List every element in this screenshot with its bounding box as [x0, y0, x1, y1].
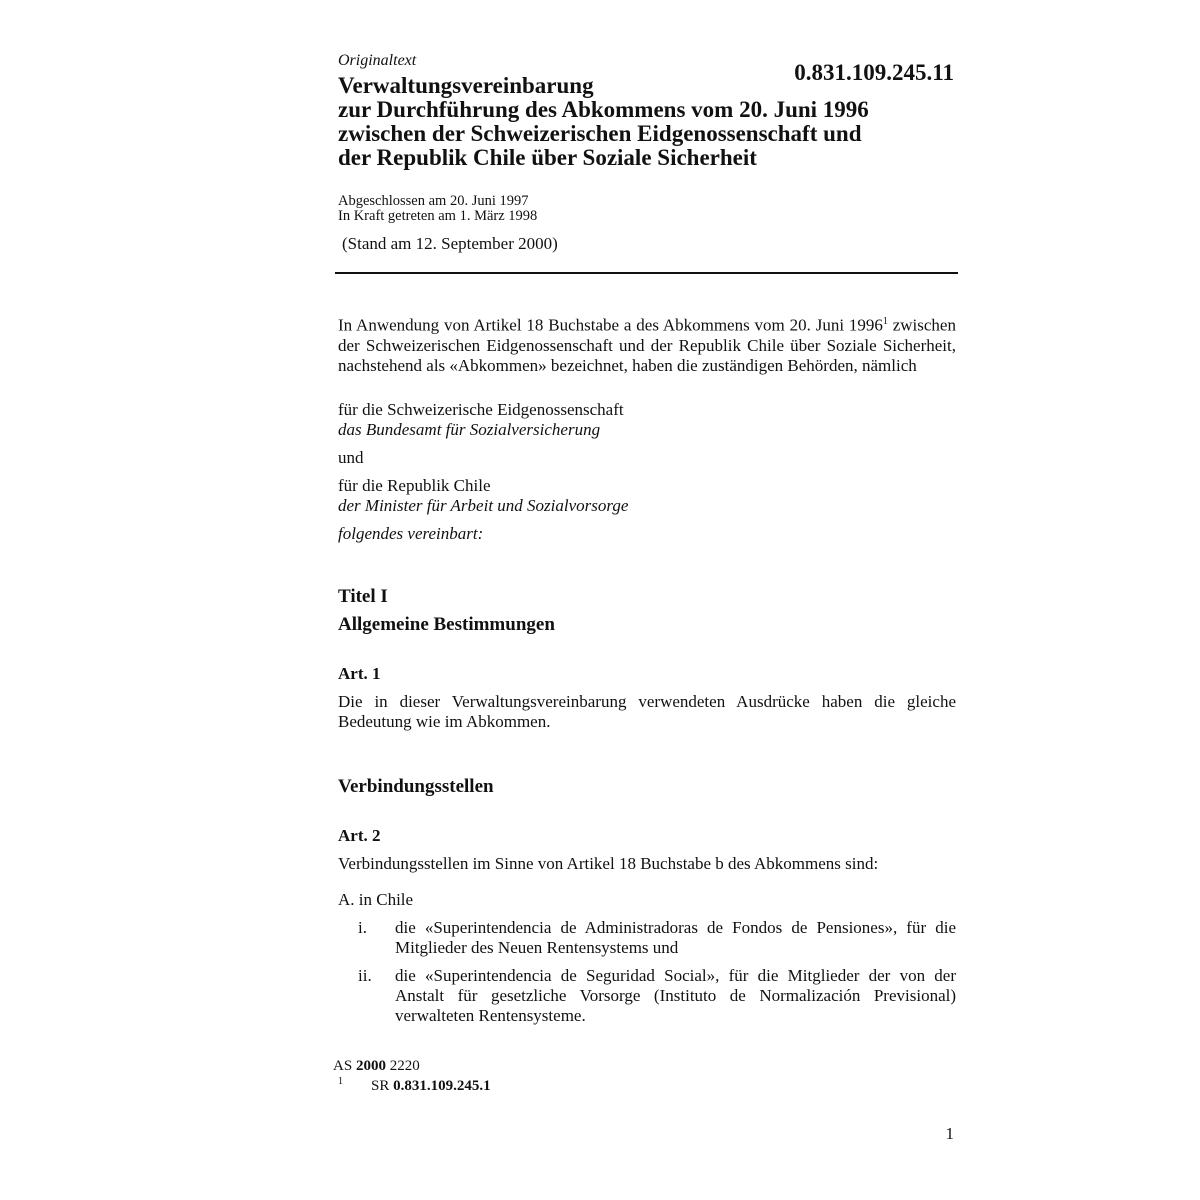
- footnote-prefix: SR: [371, 1078, 394, 1094]
- titel-name: Allgemeine Bestimmungen: [338, 614, 555, 635]
- footnote-number: 1: [338, 1076, 343, 1087]
- in-kraft-date: In Kraft getreten am 1. März 1998: [338, 208, 538, 224]
- und-text: und: [338, 448, 364, 467]
- as-reference: [333, 1058, 420, 1075]
- art2-heading: Art. 2: [338, 826, 381, 845]
- as-prefix: AS: [333, 1058, 356, 1074]
- as-page: 2220: [385, 1058, 420, 1074]
- party2-authority: der Minister für Arbeit und Sozialvorsorge: [338, 496, 629, 515]
- preamble-text-cont: zwischen der Schweizerischen Eidgenossenschaft und der Republik Chile über Soziale Sicherheit, nachstehend als «Abkommen» bezeichnet, haben die zuständigen Behörden, nämlich: [338, 315, 956, 375]
- titel-label: Titel I: [338, 586, 388, 607]
- preamble-text: In Anwendung von Artikel 18 Buchstabe a des Abkommens vom 20. Juni 1996: [338, 315, 883, 335]
- art2-sub-a: A. in Chile: [338, 890, 414, 909]
- art1-text: Die in dieser Verwaltungsvereinbarung verwendeten Ausdrücke haben die gleiche Bedeutung wie im Abkommen.: [338, 692, 956, 731]
- title-line: zur Durchführung des Abkommens vom 20. Juni 1996: [338, 97, 869, 122]
- preamble-paragraph: [338, 312, 956, 376]
- title-line: der Republik Chile über Soziale Sicherheit: [338, 145, 757, 170]
- list-marker: ii.: [358, 966, 372, 985]
- art2-intro: Verbindungsstellen im Sinne von Artikel 18 Buchstabe b des Abkommens sind:: [338, 854, 879, 873]
- list-item: [338, 966, 956, 1026]
- list-item: [338, 918, 956, 958]
- originaltext-label: Originaltext: [338, 52, 417, 69]
- header-divider: [335, 272, 958, 274]
- list-marker: i.: [358, 918, 367, 937]
- footnote-ref[interactable]: 1: [882, 316, 888, 327]
- abgeschlossen-date: Abgeschlossen am 20. Juni 1997: [338, 193, 529, 209]
- page-number: 1: [945, 1124, 954, 1143]
- footnote-sr-ref[interactable]: 0.831.109.245.1: [393, 1078, 491, 1094]
- footnote-text: [371, 1078, 491, 1095]
- title-line: zwischen der Schweizerischen Eidgenossenschaft und: [338, 121, 862, 146]
- party2-line: für die Republik Chile: [338, 476, 491, 495]
- title-line: Verwaltungsvereinbarung: [338, 73, 594, 98]
- document-title: [338, 74, 958, 170]
- art1-heading: Art. 1: [338, 664, 381, 683]
- list-item-text: die «Superintendencia de Seguridad Social», für die Mitglieder der von der Anstalt für gesetzliche Vorsorge (Instituto de Normalización Previsional) verwalteten Rentensysteme.: [395, 966, 956, 1025]
- sr-number: 0.831.109.245.11: [794, 60, 954, 85]
- list-item-text: die «Superintendencia de Administradoras de Fondos de Pensiones», für die Mitglieder des Neuen Rentensystems und: [395, 918, 956, 957]
- agreed-text: folgendes vereinbart:: [338, 524, 484, 543]
- stand-date: (Stand am 12. September 2000): [342, 234, 558, 253]
- party1-line: für die Schweizerische Eidgenossenschaft: [338, 400, 624, 419]
- as-year: 2000: [355, 1058, 386, 1074]
- party1-authority: das Bundesamt für Sozialversicherung: [338, 420, 601, 439]
- dates-block: [338, 194, 537, 224]
- section-heading-verbindungsstellen: Verbindungsstellen: [338, 776, 494, 797]
